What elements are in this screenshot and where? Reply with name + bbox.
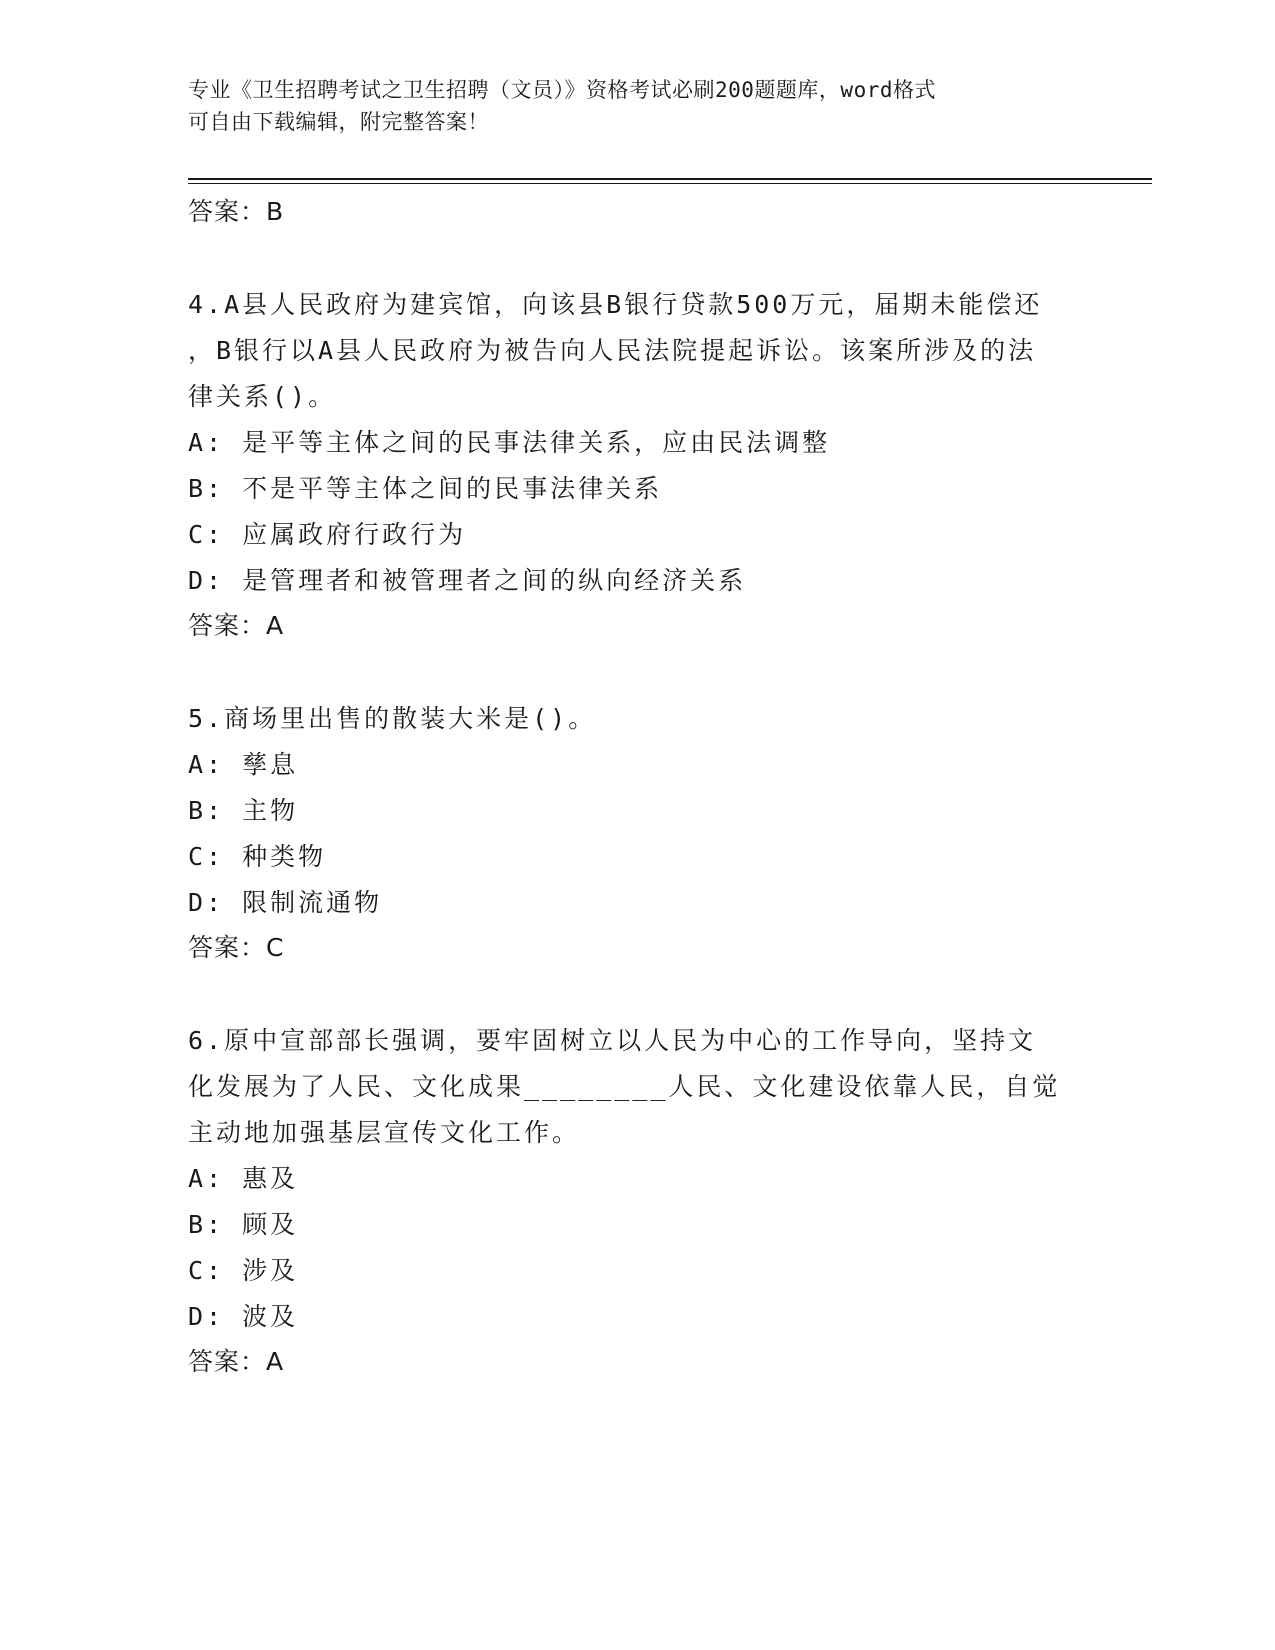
document-body — [188, 190, 1088, 1384]
question-4-line-3: 律关系()。 — [188, 382, 337, 411]
header-line-2: 可自由下载编辑，附完整答案！ — [188, 110, 489, 134]
question-4-option-c: C: 应属政府行政行为 — [188, 520, 467, 549]
question-4-option-b: B: 不是平等主体之间的民事法律关系 — [188, 474, 663, 503]
question-6-line-2: 化发展为了人民、文化成果________人民、文化建设依靠人民，自觉 — [188, 1072, 1061, 1101]
answer-previous: 答案：B — [188, 197, 285, 226]
header-line-1: 专业《卫生招聘考试之卫生招聘（文员）》资格考试必刷200题题库，word格式 — [188, 78, 936, 102]
question-5-option-a: A: 孳息 — [188, 750, 299, 779]
document-header — [188, 74, 1088, 138]
question-5-option-b: B: 主物 — [188, 796, 299, 825]
header-divider-thin — [188, 183, 1152, 184]
question-6-line-1: 6.原中宣部部长强调，要牢固树立以人民为中心的工作导向，坚持文 — [188, 1026, 1037, 1055]
question-6-answer: 答案：A — [188, 1347, 285, 1376]
question-4-line-2: ，B银行以A县人民政府为被告向人民法院提起诉讼。该案所涉及的法 — [188, 336, 1037, 365]
question-5 — [188, 696, 1088, 970]
question-5-answer: 答案：C — [188, 933, 285, 962]
question-6 — [188, 1018, 1088, 1384]
question-4-line-1: 4.A县人民政府为建宾馆，向该县B银行贷款500万元，届期未能偿还 — [188, 290, 1043, 319]
question-5-option-c: C: 种类物 — [188, 842, 327, 871]
question-5-line-1: 5.商场里出售的散装大米是()。 — [188, 704, 597, 733]
question-6-option-a: A: 惠及 — [188, 1164, 299, 1193]
question-4 — [188, 282, 1088, 648]
question-6-line-3: 主动地加强基层宣传文化工作。 — [188, 1118, 581, 1147]
question-6-option-d: D: 波及 — [188, 1302, 299, 1331]
question-4-option-d: D: 是管理者和被管理者之间的纵向经济关系 — [188, 566, 747, 595]
question-5-option-d: D: 限制流通物 — [188, 888, 383, 917]
question-4-option-a: A: 是平等主体之间的民事法律关系，应由民法调整 — [188, 428, 831, 457]
header-divider-thick — [188, 178, 1152, 180]
question-6-option-c: C: 涉及 — [188, 1256, 299, 1285]
question-6-option-b: B: 顾及 — [188, 1210, 299, 1239]
question-4-answer: 答案：A — [188, 611, 285, 640]
